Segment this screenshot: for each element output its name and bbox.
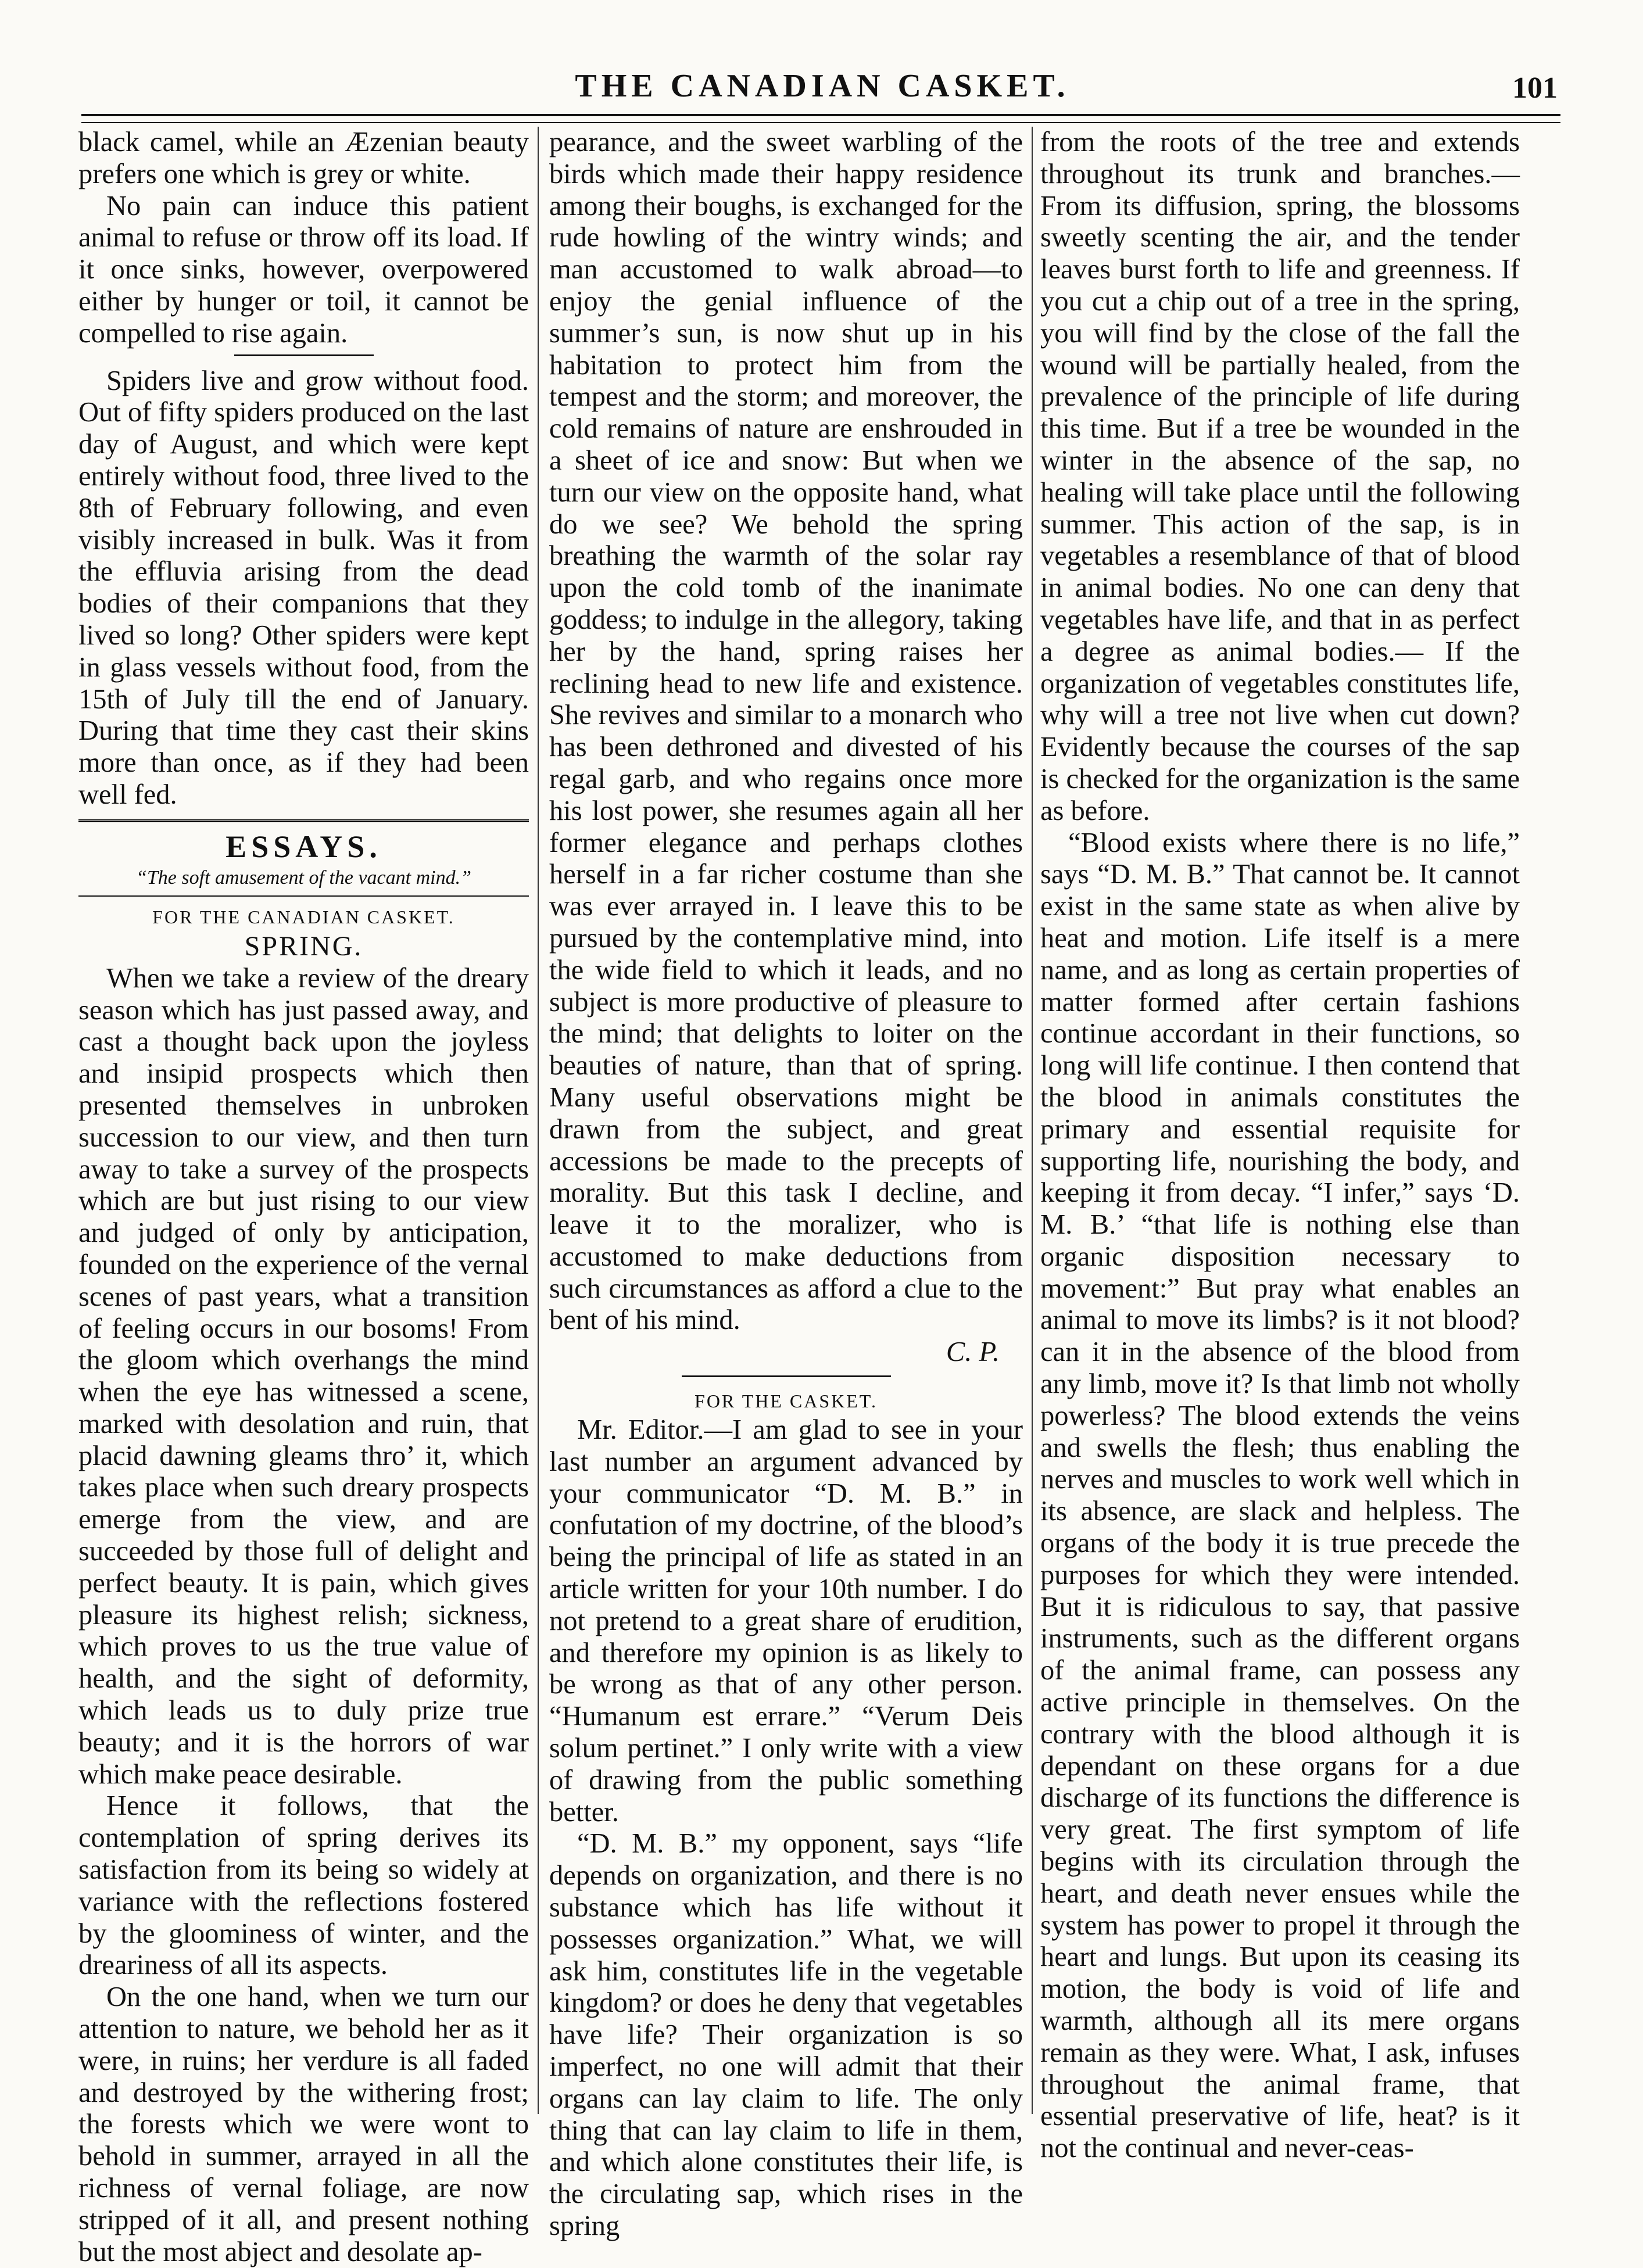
page-number: 101 <box>1512 71 1558 105</box>
paragraph: Hence it follows, that the contemplation of spring derives its satisfaction from its being so widely at variance with the reflections fostered by the gloominess of winter, and the dreariness of all its aspects. <box>78 1790 529 1981</box>
paragraph: No pain can induce this patient animal to refuse or throw off its load. If it once sinks, however, overpowered either by hunger or toil, it cannot be compelled to rise again. <box>78 190 529 349</box>
page-header <box>87 67 1558 114</box>
separator-rule <box>682 1375 891 1377</box>
paragraph: from the roots of the tree and extends throughout its trunk and branches.— From its diffusion, spring, the blossoms sweetly scenting the air, and the tender leaves burst forth to life and greenness. If you cut a chip out of a tree in the spring, you will find by the close of the fall the wound will be partially healed, from the prevalence of the principle of life during this time. But if a tree be wounded in the winter in the absence of the sap, no healing will take place until the following summer. This action of the sap, is in vegetables a resemblance of that of blood in animal bodies. No one can deny that vegetables have life, and that in as perfect a degree as animal bodies.— If the organization of vegetables constitutes life, why will a tree not live when cut down? Evidently because the courses of the sap is checked for the organization is the same as before. <box>1040 127 1520 826</box>
running-title: THE CANADIAN CASKET. <box>575 68 1070 104</box>
column-divider <box>538 127 539 2114</box>
article-title: SPRING. <box>244 930 363 962</box>
paragraph: “D. M. B.” my opponent, says “life depends on organization, and there is no substance which has life without it possesses organization.” What, we will ask him, constitutes life in the vegetable kingdom? or does he deny that vegetables have life? Their organization is so imperfect, no one will admit that their organs can lay claim to life. The only thing that can lay claim to life in them, and which alone constitutes their life, is the circulating sap, which rises in the spring <box>549 1828 1023 2241</box>
header-rule <box>81 114 1560 123</box>
section-heading: ESSAYS. <box>225 829 382 864</box>
paragraph: Spiders live and grow without food. Out of fifty spiders produced on the last day of August, and which were kept entirely without food, three lived to the 8th of February following, and even visibly increased in bulk. Was it from the effluvia arising from the dead bodies of their companions that they lived so long? Other spiders were kept in glass vessels without food, from the 15th of July till the end of January. During that time they cast their skins more than once, as if they had been well fed. <box>78 365 529 810</box>
paragraph: When we take a review of the dreary season which has just passed away, and cast a thought back upon the joyless and insipid prospects which then presented themselves in unbroken succession to our view, and then turn away to take a survey of the prospects which are but just rising to our view and judged of only by anticipation, founded on the experience of the vernal scenes of past years, what a transition of feeling occurs in our bosoms! From the gloom which overhangs the mind when the eye has witnessed a scene, marked with desolation and ruin, that placid dawning gleams thro’ it, which takes place when such dreary prospects emerge from the view, and are succeeded by those full of delight and perfect beauty. It is pain, which gives pleasure its highest relish; sickness, which proves to us the true value of health, and the sight of deformity, which leads us to duly prize true beauty; and it is the horrors of war which make peace desirable. <box>78 962 529 1790</box>
article-byline: FOR THE CASKET. <box>695 1391 878 1412</box>
paragraph: black camel, while an Æzenian beauty prefers one which is grey or white. <box>78 127 529 189</box>
signature: C. P. <box>946 1337 1000 1368</box>
column-3 <box>1040 127 1520 2164</box>
paragraph: “Blood exists where there is no life,” says “D. M. B.” That cannot be. It cannot exist in the same state as when alive by heat and motion. Life itself is a mere name, and as long as certain properties of matter formed after certain fashions continue accordant in their functions, so long will life continue. I then contend that the blood in animals constitutes the primary and essential requisite for supporting life, nourishing the body, and keeping it from decay. “I infer,” says ‘D. M. B.’ “that life is nothing else than organic disposition necessary to movement:” But pray what enables an animal to move its limbs? is it not blood? can it in the absence of the blood from any limb, move it? Is that limb not wholly powerless? The blood extends the veins and swells the flesh; thus enabling the nerves and muscles to work well which in its absence, are slack and helpless. The organs of the body it is true precede the purposes for which they were intended. But it is ridiculous to say, that passive instruments, such as the different organs of the animal frame, can possess any active principle in themselves. On the contrary with the blood although it is dependant on these organs for a due discharge of its functions the difference is very great. The first symptom of life begins with its circulation through the heart, and death never ensues while the system has power to propel it through the heart and lungs. But upon its ceasing its motion, the body is void of life and warmth, although all its mere organs remain as they were. What, I ask, infuses throughout the animal frame, that essential preservative of life, heat? is it not the continual and never-ceas- <box>1040 827 1520 2164</box>
section-rule <box>78 819 529 822</box>
column-1 <box>78 127 529 2267</box>
column-2 <box>549 127 1023 2241</box>
paragraph: On the one hand, when we turn our attention to nature, we behold her as it were, in ruins; her verdure is all faded and destroyed by the withering frost; the forests which we were wont to behold in summer, arrayed in all the richness of vernal foliage, are now stripped of it all, and present nothing but the most abject and desolate ap- <box>78 1982 529 2267</box>
separator-rule <box>78 895 529 897</box>
separator-rule <box>234 354 374 356</box>
section-motto: “The soft amusement of the vacant mind.” <box>135 866 472 888</box>
article-byline: FOR THE CANADIAN CASKET. <box>152 906 455 927</box>
column-divider <box>1032 127 1033 2114</box>
paragraph: pearance, and the sweet warbling of the birds which made their happy residence among their boughs, is exchanged for the rude howling of the wintry winds; and man accustomed to walk abroad—to enjoy the genial influence of the summer’s sun, is now shut up in his habitation to protect him from the tempest and the storm; and moreover, the cold remains of nature are enshrouded in a sheet of ice and snow: But when we turn our view on the opposite hand, what do we see? We behold the spring breathing the warmth of the solar ray upon the cold tomb of the inanimate goddess; to indulge in the allegory, taking her by the hand, spring raises her reclining head to new life and existence. She revives and similar to a monarch who has been dethroned and divested of his regal garb, and who regains once more his lost power, she resumes again all her former elegance and perhaps clothes herself in a far richer costume than she was ever arrayed in. I leave this to be pursued by the contemplative mind, into the wide field to which it leads, and no subject is more productive of pleasure to the mind; that delights to loiter on the beauties of nature, than that of spring. Many useful observations might be drawn from the subject, and great accessions be made to the precepts of morality. But this task I decline, and leave it to the moralizer, who is accustomed to make deductions from such circumstances as afford a clue to the bent of his mind. <box>549 127 1023 1336</box>
paragraph: Mr. Editor.—I am glad to see in your last number an argument advanced by your communicator “D. M. B.” in confutation of my doctrine, of the blood’s being the principal of life as stated in an article written for your 10th number. I do not pretend to a great share of erudition, and therefore my opinion is as likely to be wrong as that of any other person. “Humanum est errare.” “Verum Deis solum pertinet.” I only write with a view of drawing from the public something better. <box>549 1414 1023 1828</box>
